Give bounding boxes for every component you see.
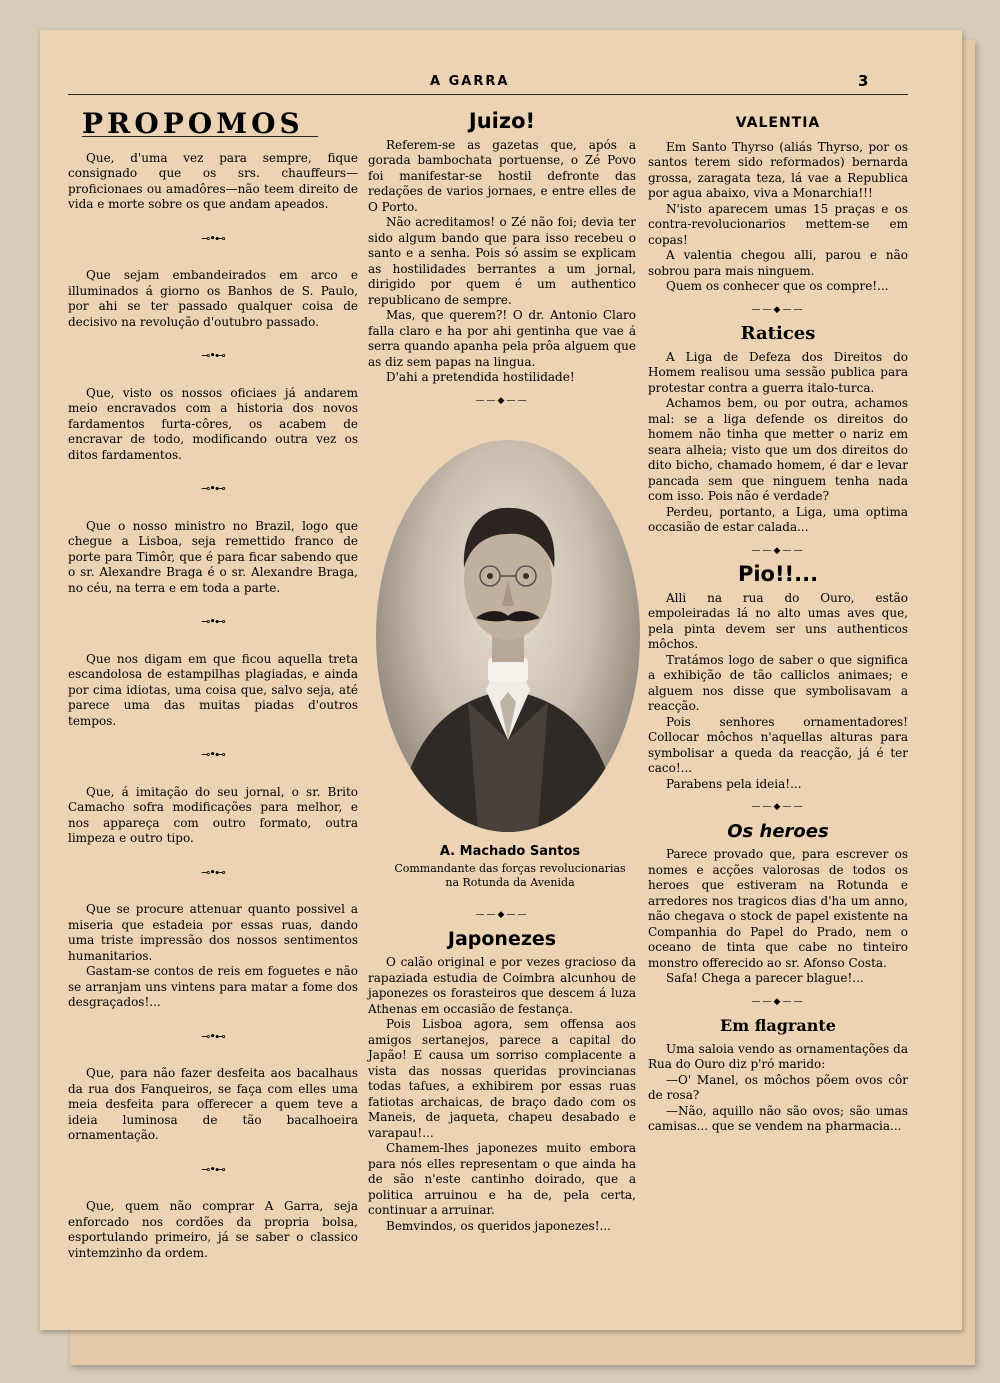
- paragraph: Safa! Chega a parecer blague!...: [666, 971, 864, 985]
- section-title-juizo: Juizo!: [468, 109, 536, 133]
- page-number: 3: [858, 72, 869, 90]
- section-title-japonezes: Japonezes: [447, 927, 557, 950]
- paragraph: Uma saloia vendo as ornamentações da Rua do Ouro diz p'ró marido:: [648, 1041, 908, 1071]
- paragraph: Pois senhores ornamentadores! Collocar môchos n'aquellas alturas para symbolisar a queda da reacção, já é ter caco!...: [648, 714, 908, 775]
- portrait-photo: [376, 440, 640, 832]
- portrait-frame: [376, 440, 644, 840]
- column-japonezes: [368, 900, 636, 1234]
- ornament-divider: ⊸•⊷: [201, 865, 225, 879]
- paragraph: D'ahi a pretendida hostilidade!: [386, 370, 575, 384]
- paragraph: Que sejam embandeirados em arco e illuminados á giorno os Banhos de S. Paulo, por ahi se ter passado qualquer coisa de decisivo na revolução d'outubro passado.: [68, 268, 358, 329]
- paragraph: —Não, aquillo não são ovos; são umas camisas... que se vendem na pharmacia...: [648, 1103, 908, 1133]
- section-title-ratices: Ratices: [740, 323, 816, 344]
- ornament-divider: ⊸•⊷: [201, 231, 225, 245]
- masthead-title: A GARRA: [430, 74, 510, 89]
- paragraph: N'isto aparecem umas 15 praças e os contra-revolucionarios mettem-se em copas!: [648, 201, 908, 247]
- paragraph: O calão original e por vezes gracioso da rapaziada estudia de Coimbra alcunhou de japonezes os forasteiros que descem á luza Athenas em occasião de festança.: [368, 955, 636, 1016]
- paragraph: Chamem-lhes japonezes muito embora para nós elles representam o que ainda ha de são n'este cantinho doirado, que a politica arruinou e ha de, pela certa, continuar a arruinar.: [368, 1141, 636, 1217]
- section-title-valentia: VALENTIA: [735, 115, 821, 131]
- rule-divider: ——◆——: [475, 910, 529, 920]
- section-title-pio: Pio!!...: [737, 562, 819, 586]
- rule-divider: ——◆——: [751, 304, 805, 315]
- paragraph: A valentia chegou alli, parou e não sobrou para mais ninguem.: [648, 248, 908, 278]
- portrait-name: A. Machado Santos: [439, 844, 581, 859]
- paragraph: Que o nosso ministro no Brazil, logo que chegue a Lisboa, seja remettido franco de porte para Timôr, que é para ficar sabendo que o sr. Alexandre Braga é o sr. Alexandre Braga, no céu, na terra e em toda a parte.: [68, 518, 358, 595]
- portrait-caption: [376, 862, 644, 890]
- paragraph: Parece provado que, para escrever os nomes e acções valorosas de todos os heroes que estiveram na Rotunda e arredores nos tragicos dias d'ha um anno, não chegava o stock de papel existente na Companhia do Papel do Prado, nem o oceano de tinta que cabe no tinteiro monstro offerecido ao sr. Afonso Costa.: [648, 847, 908, 970]
- rule-divider: ——◆——: [751, 545, 805, 556]
- paragraph: Em Santo Thyrso (aliás Thyrso, por os santos terem sido reformados) bernarda grossa, zaragata teza, lá vae a Republica por agua abaixo, viva a Monarchia!!!: [648, 139, 908, 200]
- ornament-divider: ⊸•⊷: [201, 748, 225, 761]
- paragraph: Parabens pela ideia!...: [666, 776, 802, 791]
- paragraph: Tratámos logo de saber o que significa a exhibição de tão calliclos animaes; e alguem nos disse que symbolisavam a reacção.: [648, 652, 908, 713]
- paragraph: —O' Manel, os môchos põem ovos côr de rosa?: [648, 1072, 908, 1102]
- paragraph: Que se procure attenuar quanto possivel a miseria que estadeia por essas ruas, dando uma triste impressão dos nossos sentimentos humanitarios.: [68, 902, 358, 963]
- paragraph: Perdeu, portanto, a Liga, uma optima occasião de estar calada...: [648, 504, 908, 534]
- paragraph: Que, quem não comprar A Garra, seja enforcado nos cordões da propria bolsa, esportulando primeiro, já se saber o classico vintemzinho da ordem.: [68, 1199, 358, 1260]
- rule-divider: ——◆——: [475, 395, 529, 406]
- paragraph: Quem os conhecer que os compre!...: [666, 279, 889, 293]
- ornament-divider: ⊸•⊷: [201, 482, 225, 495]
- paragraph: Mas, que querem?! O dr. Antonio Claro falla claro e ha por ahi gentinha que vae á serra quando apanha pela prôa alguem que as diz sem papas na lingua.: [368, 308, 636, 369]
- paragraph: Que, para não fazer desfeita aos bacalhaus da rua dos Fanqueiros, se faça com elles uma meia desfeita para offerecer a quem teve a ideia luminosa de tão bacalhoeira ornamentação.: [68, 1066, 358, 1142]
- portrait-figure: [376, 440, 640, 832]
- section-title-em-flagrante: Em flagrante: [720, 1016, 836, 1035]
- paragraph: Que, d'uma vez para sempre, fique consignado que os srs. chauffeurs—proficionaes ou amadôres—não teem direito de vida e morte sobre os que andam apeados.: [68, 150, 358, 211]
- ornament-divider: ⊸•⊷: [201, 1162, 225, 1176]
- rule-divider: ——◆——: [751, 802, 805, 812]
- paragraph: Alli na rua do Ouro, estão empoleiradas lá no alto umas aves que, pela pinta devem ser uns authenticos môchos.: [648, 590, 908, 651]
- ornament-divider: ⊸•⊷: [201, 1029, 225, 1043]
- column-right: [648, 110, 908, 1135]
- ornament-divider: ⊸•⊷: [201, 615, 225, 628]
- paragraph: A Liga de Defeza dos Direitos do Homem realisou uma sessão publica para protestar contra a guerra italo-turca.: [648, 349, 908, 395]
- column-propomos: [68, 107, 358, 1261]
- paragraph: Referem-se as gazetas que, após a gorada bambochata portuense, o Zé Povo foi manifestar-se hostil defronte das redações de varios jornaes, e entre elles de O Porto.: [368, 137, 636, 214]
- rule-divider: ——◆——: [751, 996, 805, 1007]
- paragraph: Que, á imitação do seu jornal, o sr. Brito Camacho sofra modificações para melhor, e nos appareça com outro formato, outra limpeza e outro tipo.: [68, 784, 358, 845]
- paragraph: Achamos bem, ou por outra, achamos mal: se a liga defende os direitos do homem não tinha que metter o nariz em seara alheia; visto que um dos direitos do dito bicho, chamado homem, é dar e levar pancada sem que ninguem tenha nada com isso. Pois não é verdade?: [648, 396, 908, 503]
- paragraph: Que, visto os nossos oficiaes já andarem meio encravados com a historia dos novos fardamentos furta-côres, os acabem de encravar de todo, modificando outra vez os ditos fardamentos.: [68, 385, 358, 462]
- paragraph: Pois Lisboa agora, sem offensa aos amigos sertanejos, parece a capital do Japão! E causa um sorriso complacente a vista das nossas queridas provincianas todas tafues, a exhibirem por essas ruas fatiotas archaicas, de braço dado com os Maneis, de jaqueta, chapeu desabado e varapau!...: [368, 1017, 636, 1140]
- ornament-divider: ⊸•⊷: [201, 349, 225, 362]
- section-title-propomos: PROPOMOS: [82, 116, 318, 137]
- paragraph: Gastam-se contos de reis em foguetes e não se arranjam uns vintens para matar a fome dos desgraçados!...: [68, 964, 358, 1009]
- paragraph: Não acreditamos! o Zé não foi; devia ter sido algum bando que para isso recebeu o santo e a senha. Pois só assim se explicam as hostilidades berrantes a um jornal, dirigido por quem é um authentico republicano de sempre.: [368, 215, 636, 307]
- section-title-heroes: Os heroes: [727, 820, 829, 842]
- portrait-caption-line: na Rotunda da Avenida: [445, 876, 575, 889]
- portrait-caption-line: Commandante das forças revolucionarias: [394, 862, 626, 875]
- paragraph: Que nos digam em que ficou aquella treta escandolosa de estampilhas plagiadas, e ainda por cima idiotas, uma coisa que, salvo seja, até parece uma das muitas piadas d'outros tempos.: [68, 651, 358, 728]
- paragraph: Bemvindos, os queridos japonezes!...: [386, 1218, 611, 1233]
- header-rule: [68, 94, 908, 95]
- column-juizo: [368, 110, 636, 417]
